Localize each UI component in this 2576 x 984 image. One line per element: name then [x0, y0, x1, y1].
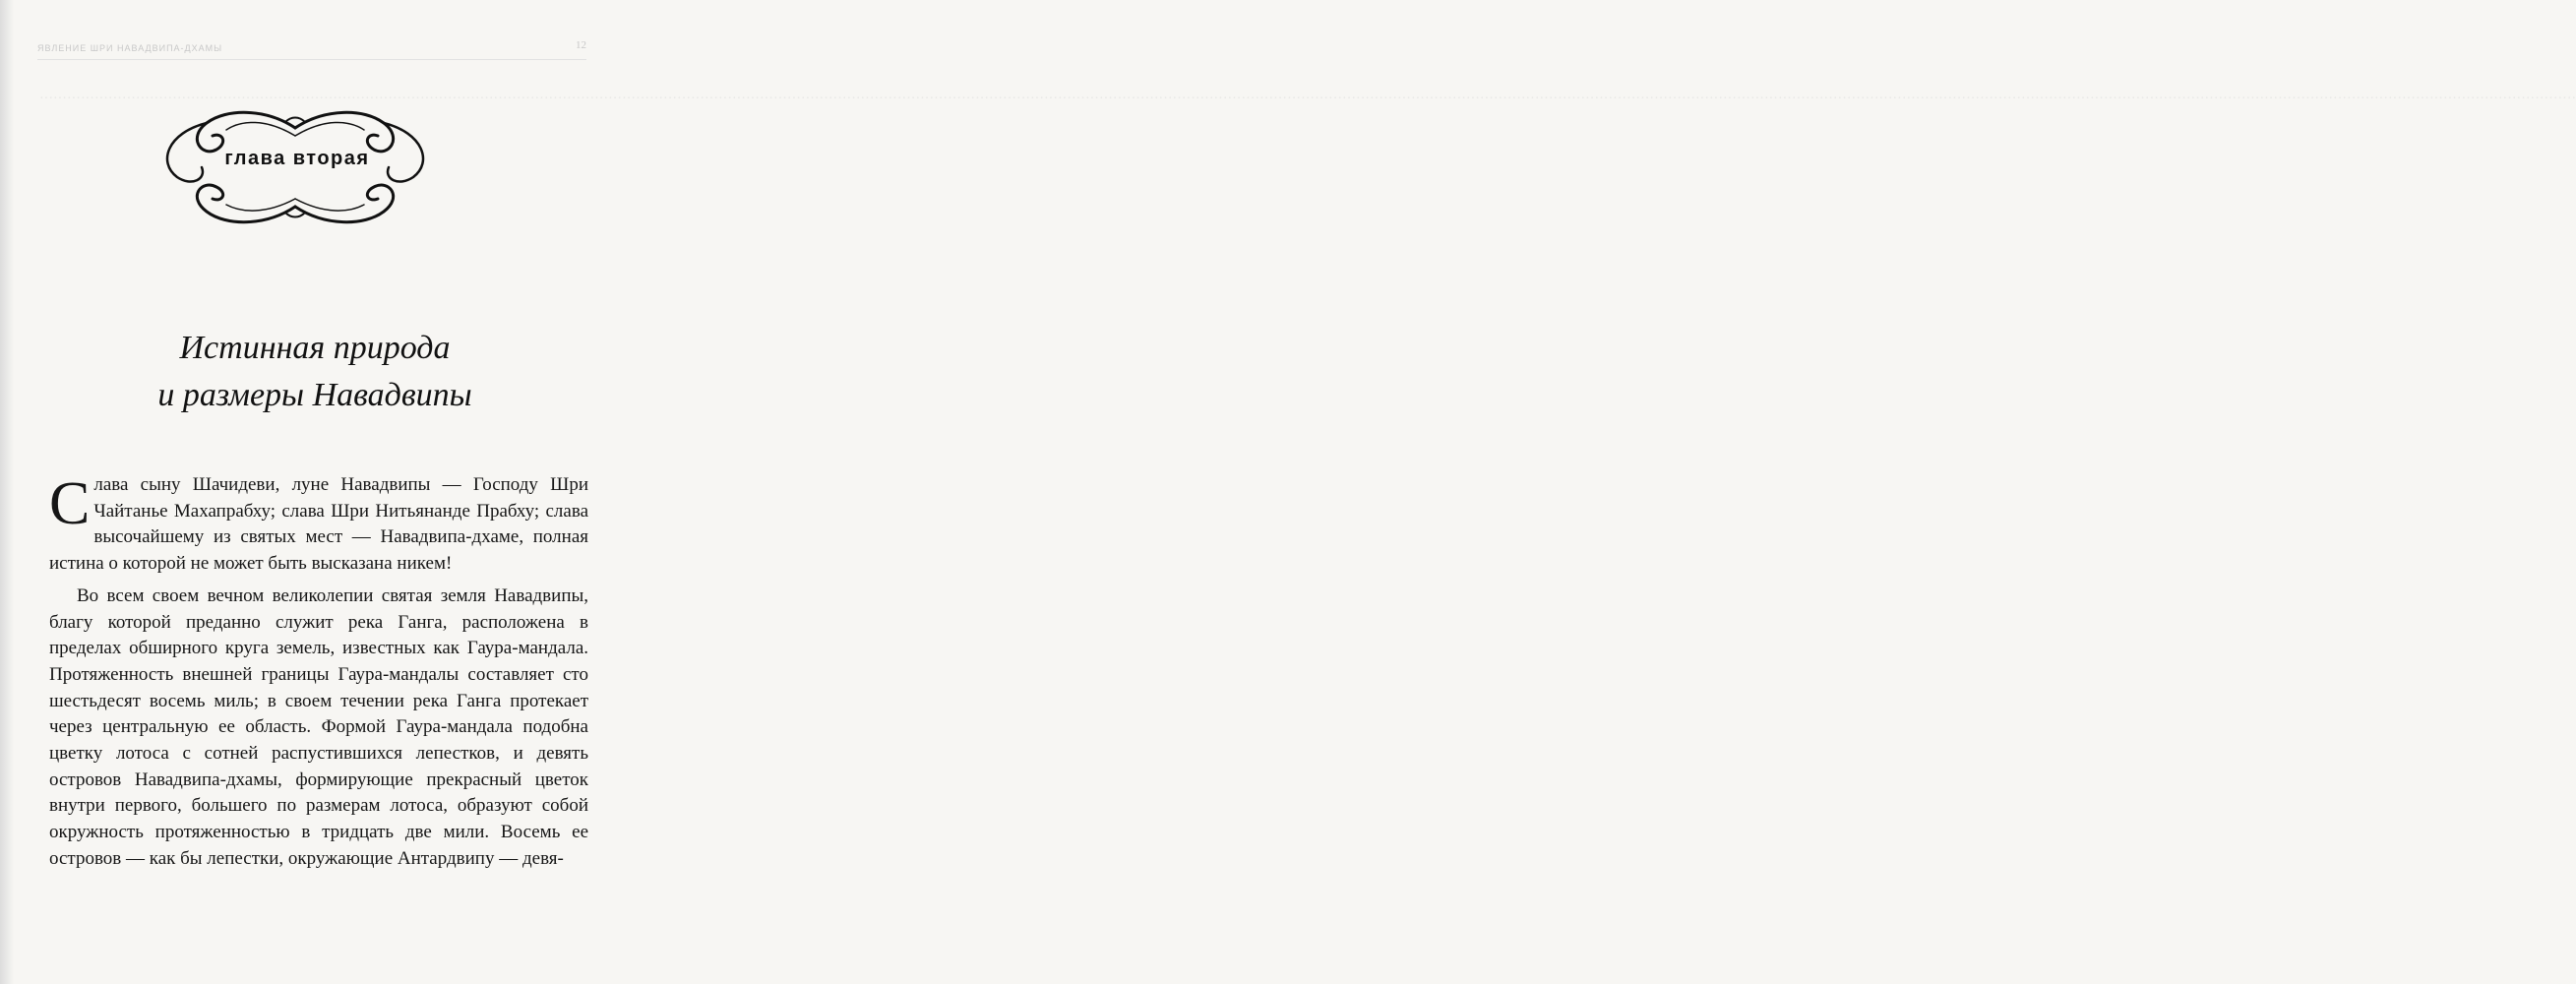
show-through-text: ·········································································································································································································································································································································································································································································································································································	[39, 92, 2576, 106]
drop-cap: С	[49, 470, 91, 537]
paragraph-1	[49, 472, 588, 578]
chapter-title	[59, 325, 571, 419]
body-text	[49, 472, 588, 873]
paragraph-1-text: лава сыну Шачидеви, луне Навадвипы — Господу Шри Чайтанье Махапрабху; слава Шри Нитьянанде Прабху; слава высочайшему из святых мест — Навадвипа-дхаме, полная истина о которой не может быть высказана никем!	[49, 474, 588, 575]
paragraph-2: Во всем своем вечном великолепии святая земля Навадвипы, благу которой преданно служит река Ганга, расположена в пределах обширного круга земель, известных как Гаура-мандала. Протяженность внешней границы Гаура-мандалы составляет сто шестьдесят восемь миль; в своем течении река Ганга протекает через центральную ее область. Формой Гаура-мандала подобна цветку лотоса с сотней распустившихся лепестков, и девять островов Навадвипа-дхамы, формирующие прекрасный цветок внутри первого, большего по размерам лотоса, образуют собой окружность протяженностью в тридцать две мили. Восемь ее островов — как бы лепестки, окружающие Антардвипу — девя-	[49, 584, 588, 869]
running-head: ЯВЛЕНИЕ ШРИ НАВАДВИПА-ДХАМЫ	[37, 43, 223, 53]
chapter-label: глава вторая	[224, 148, 370, 169]
header-rule	[37, 59, 586, 60]
chapter-title-line-2: и размеры Навадвипы	[157, 377, 472, 413]
page-number: 12	[576, 39, 586, 51]
chapter-title-line-1: Истинная природа	[179, 330, 451, 366]
page-edge-shadow	[0, 0, 14, 984]
